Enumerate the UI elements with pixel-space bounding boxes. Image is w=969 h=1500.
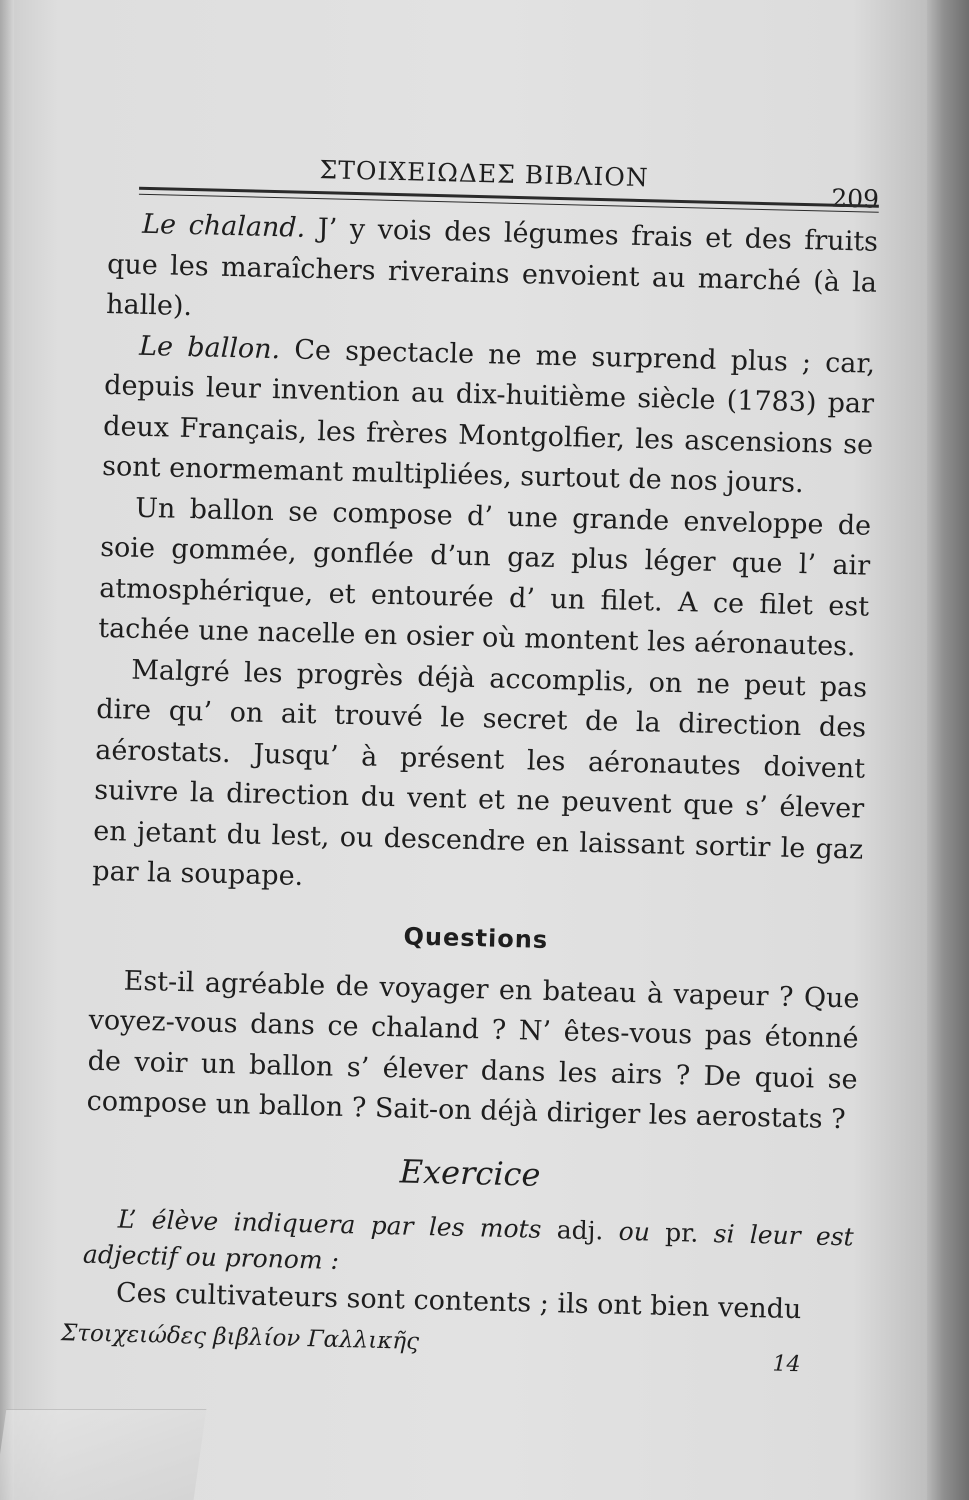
page-left-edge: [0, 0, 14, 1500]
next-page-corner: [0, 1409, 206, 1500]
page-header: [109, 150, 880, 215]
page-number: 209: [830, 183, 880, 214]
signature-mark: 14: [772, 1351, 801, 1378]
paragraph: [102, 325, 876, 506]
paragraph-text: Ce spectacle ne me surprend plus ; car, depuis leur invention au dix-huitième siècle (1783) par deux Français, les frères Montgolfier, les ascensions se sont enormemant multipliées, surtout de nos jours.: [101, 333, 876, 500]
instruction-part: L’ élève indiquera par les mots: [117, 1204, 542, 1244]
questions-title: Questions: [403, 921, 549, 954]
questions-heading: [91, 914, 861, 961]
running-title: ΣΤΟΙΧΕΙΩΔΕΣ ΒΙΒΛΙΟΝ: [319, 155, 650, 193]
page-footer: [60, 1320, 851, 1380]
footer-book-title: Στοιχειώδες βιβλίον Γαλλικῆς: [60, 1320, 420, 1355]
instruction-part: ou: [618, 1216, 651, 1247]
instruction-part: si leur est adjectif ou pronom :: [82, 1218, 855, 1275]
paragraph: [106, 204, 879, 344]
paragraph-text: Un ballon se compose d’ une grande enveloppe de soie gommée, gonflée d’un gaz plus léger que l’ air atmosphérique, et entourée d’ un filet. A ce filet est tachée une nacelle en osier où montent les aéronautes.: [97, 492, 872, 663]
instruction-part: adj.: [556, 1214, 604, 1245]
paragraph-text: Malgré les progrès déjà accomplis, on ne peut pas dire qu’ on ait trouvé le secret de la direction des aérostats. Jusqu’ à présent les aéronautes doivent suivre la direction du vent et ne peuvent que s’ élever en jetant du lest, ou descendre en laissant sortir le gaz par la soupape.: [91, 654, 868, 892]
questions-text: Est-il agréable de voyager en bateau à vapeur ? Que voyez-vous dans ce chaland ? N’ êtes-vous pas étonné de voir un ballon s’ élever dans les airs ? De quoi se compose un ballon ? Sait-on déjà diriger les aerostats ?: [86, 965, 860, 1136]
page-content: [60, 150, 880, 1379]
exercise-line: Ces cultivateurs sont contents ; ils ont bien vendu: [115, 1276, 802, 1325]
body-text: [92, 204, 879, 911]
paragraph-lead: Le chaland.: [141, 208, 306, 244]
instruction-part: pr.: [664, 1217, 699, 1248]
exercise-title: Exercice: [399, 1151, 541, 1194]
exercise-heading: [85, 1144, 856, 1201]
book-spine: [927, 0, 969, 1500]
paragraph: [98, 487, 872, 668]
paragraph: [92, 649, 868, 911]
paragraph-text: J’ y vois des légumes frais et des fruits que les maraîchers riverains envoient au marché (à la halle).: [105, 212, 879, 323]
paragraph-lead: Le ballon.: [138, 330, 281, 365]
